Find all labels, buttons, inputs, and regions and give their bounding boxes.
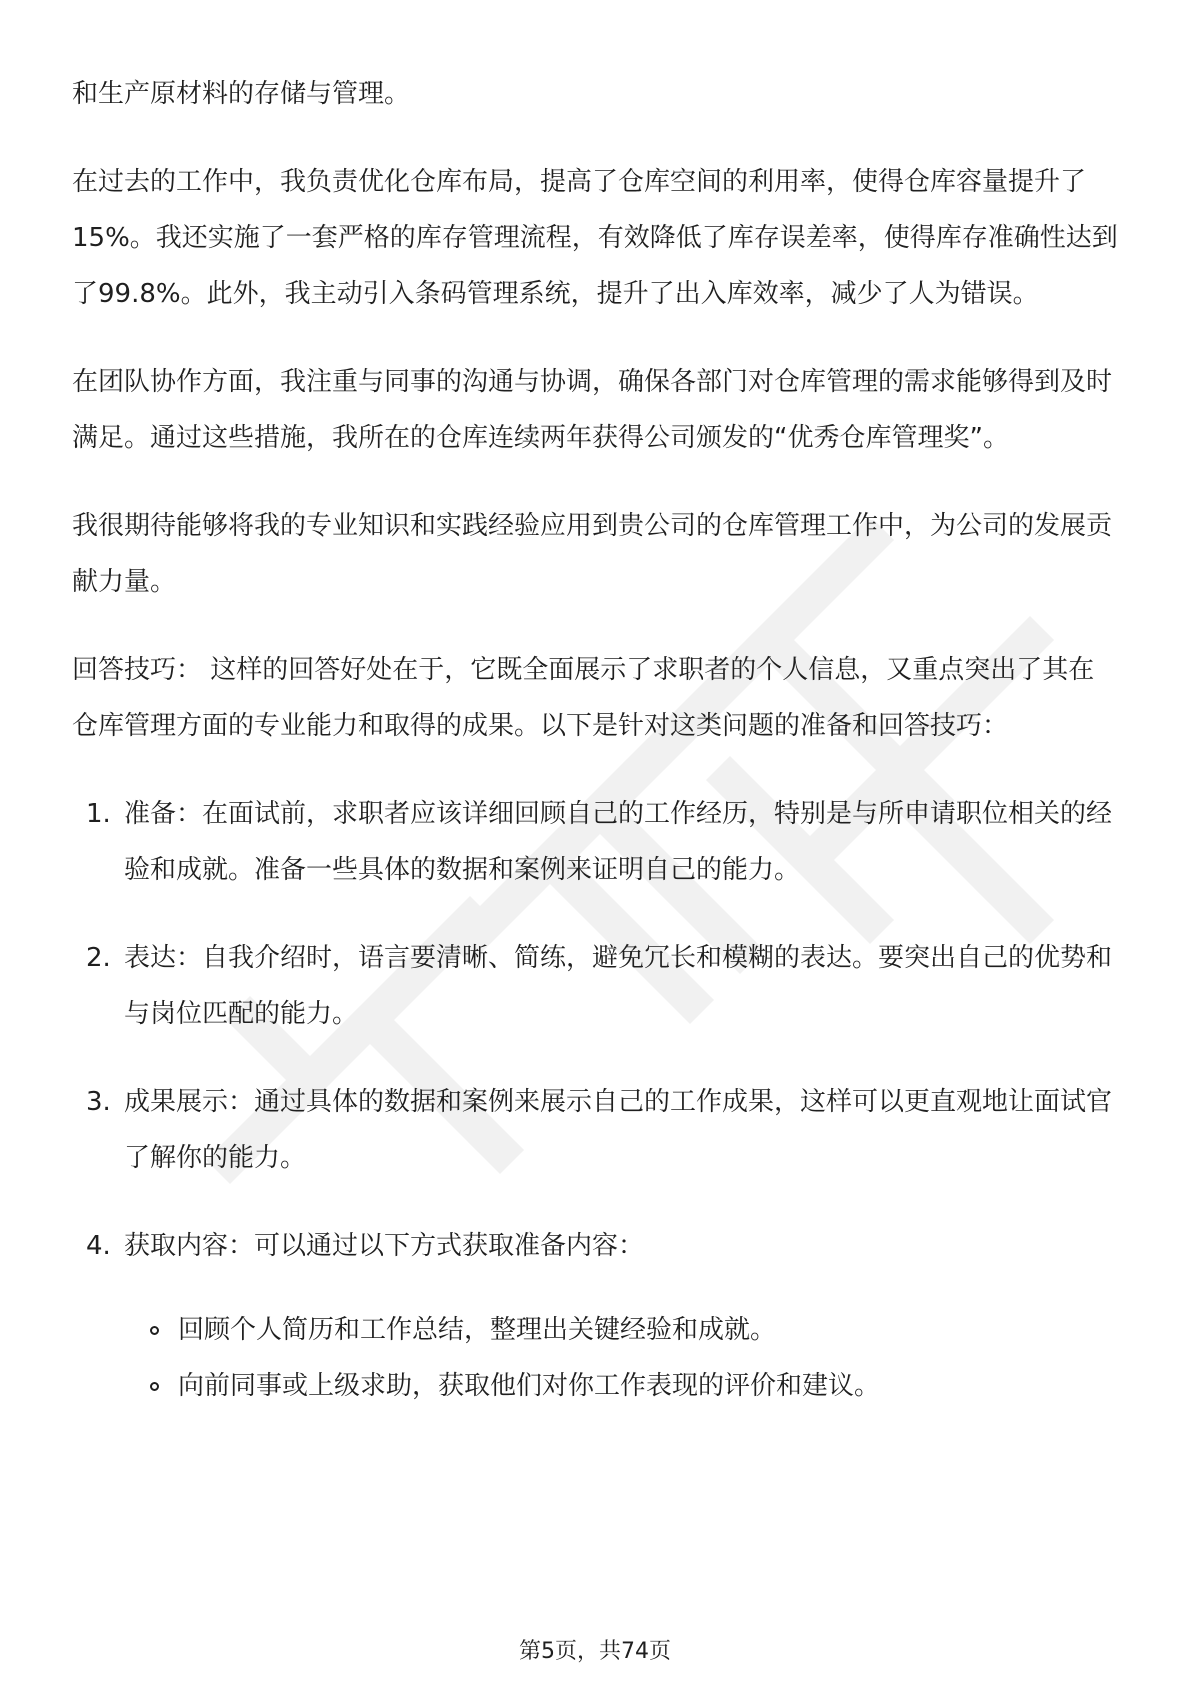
list-item-text: 成果展示：通过具体的数据和案例来展示自己的工作成果，这样可以更直观地让面试官了解你的能力。 <box>124 1087 1113 1173</box>
list-item <box>72 930 1118 1042</box>
hollow-bullet-icon <box>150 1326 159 1335</box>
page-number-footer: 第5页，共74页 <box>519 1639 671 1664</box>
list-item-number: 3. <box>86 1087 111 1117</box>
bullet-item-text: 回顾个人简历和工作总结，整理出关键经验和成就。 <box>178 1315 777 1345</box>
bullet-item <box>72 1302 1118 1358</box>
list-item-number: 4. <box>86 1231 111 1261</box>
list-item-text: 表达：自我介绍时，语言要清晰、简练，避免冗长和模糊的表达。要突出自己的优势和与岗位匹配的能力。 <box>124 943 1113 1029</box>
document-body <box>72 66 1118 1414</box>
paragraph-expectation: 我很期待能够将我的专业知识和实践经验应用到贵公司的仓库管理工作中，为公司的发展贡献力量。 <box>72 511 1113 597</box>
paragraph-teamwork: 在团队协作方面，我注重与同事的沟通与协调，确保各部门对仓库管理的需求能够得到及时满足。通过这些措施，我所在的仓库连续两年获得公司颁发的“优秀仓库管理奖”。 <box>72 367 1113 453</box>
list-item-number: 2. <box>86 943 111 973</box>
sources-bullet-list <box>72 1302 1118 1414</box>
list-item <box>72 1218 1118 1274</box>
list-item <box>72 1074 1118 1186</box>
list-item-number: 1. <box>86 799 111 829</box>
list-item-text: 获取内容：可以通过以下方式获取准备内容： <box>124 1231 645 1261</box>
tips-ordered-list <box>72 786 1118 1274</box>
paragraph-intro-tail: 和生产原材料的存储与管理。 <box>72 79 411 109</box>
list-item <box>72 786 1118 898</box>
hollow-bullet-icon <box>150 1382 159 1391</box>
paragraph-achievements: 在过去的工作中，我负责优化仓库布局，提高了仓库空间的利用率，使得仓库容量提升了15%。我还实施了一套严格的库存管理流程，有效降低了库存误差率，使得库存准确性达到了99.8%。此外，我主动引入条码管理系统，提升了出入库效率，减少了人为错误。 <box>72 167 1118 309</box>
paragraph-answer-tips: 回答技巧： 这样的回答好处在于，它既全面展示了求职者的个人信息，又重点突出了其在仓库管理方面的专业能力和取得的成果。以下是针对这类问题的准备和回答技巧： <box>72 655 1095 741</box>
bullet-item <box>72 1358 1118 1414</box>
bullet-item-text: 向前同事或上级求助，获取他们对你工作表现的评价和建议。 <box>178 1371 881 1401</box>
list-item-text: 准备：在面试前，求职者应该详细回顾自己的工作经历，特别是与所申请职位相关的经验和成就。准备一些具体的数据和案例来证明自己的能力。 <box>124 799 1113 885</box>
